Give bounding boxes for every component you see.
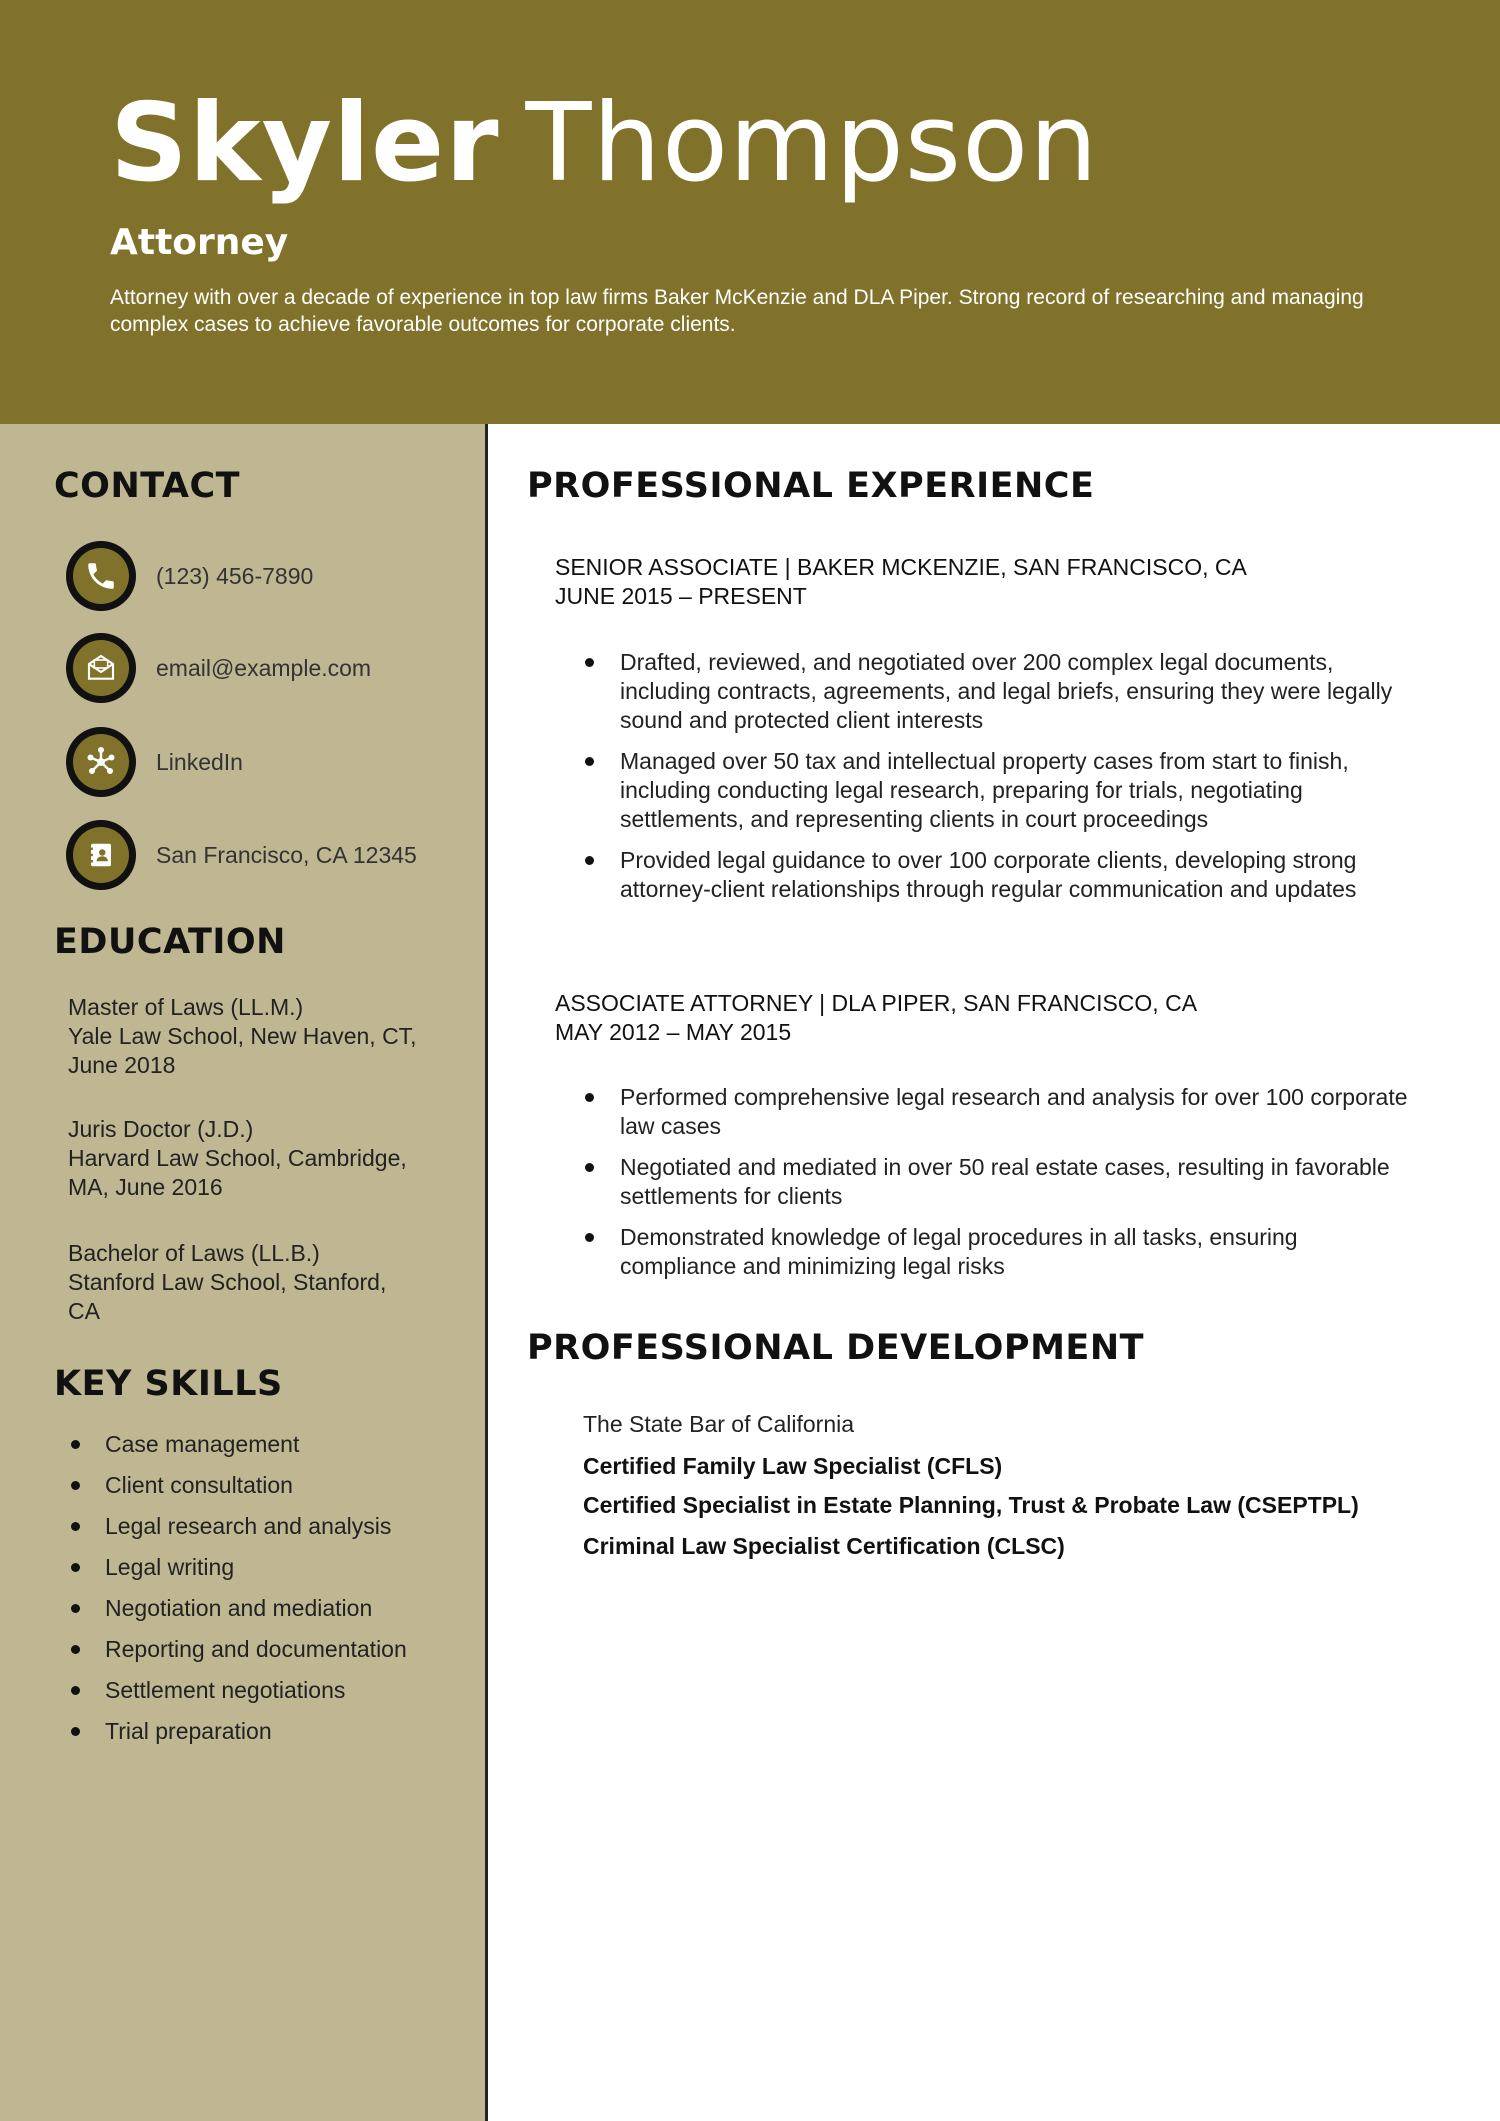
education-item <box>68 1115 468 1202</box>
email-icon <box>66 633 136 703</box>
bar-organization: The State Bar of California <box>583 1411 855 1437</box>
contact-title: CONTACT <box>54 466 241 506</box>
edu-degree: Juris Doctor (J.D.) <box>68 1116 254 1142</box>
address-icon <box>66 820 136 890</box>
header-banner <box>0 0 1500 424</box>
job-bullets <box>580 1083 1410 1293</box>
certification: Certified Specialist in Estate Planning, Trust & Probate Law (CSEPTPL) <box>583 1492 1359 1518</box>
edu-school: Harvard Law School, Cambridge, <box>68 1145 407 1171</box>
skill-item: Legal research and analysis <box>66 1512 466 1553</box>
skill-item: Trial preparation <box>66 1717 466 1758</box>
edu-degree: Bachelor of Laws (LL.B.) <box>68 1240 320 1266</box>
edu-school: Stanford Law School, Stanford, <box>68 1269 387 1295</box>
skills-list <box>66 1430 466 1758</box>
skill-item: Client consultation <box>66 1471 466 1512</box>
skill-item: Reporting and documentation <box>66 1635 466 1676</box>
job-bullet: Negotiated and mediated in over 50 real estate cases, resulting in favorable settlements for clients <box>580 1153 1410 1211</box>
bullet-dot <box>585 757 594 766</box>
skill-item: Negotiation and mediation <box>66 1594 466 1635</box>
summary: Attorney with over a decade of experience in top law firms Baker McKenzie and DLA Piper. Strong record of researching and managing complex cases to achieve favorable outcomes for corporate clients. <box>110 286 1364 336</box>
experience-title: PROFESSIONAL EXPERIENCE <box>527 466 1095 506</box>
phone-icon <box>66 541 136 611</box>
contact-phone <box>66 541 466 611</box>
bullet-dot <box>71 1440 80 1449</box>
job-bullets <box>580 648 1410 916</box>
job-bullet: Drafted, reviewed, and negotiated over 200 complex legal documents, including contracts, agreements, and legal briefs, ensuring they were legally sound and protected client interests <box>580 648 1410 735</box>
job-header <box>555 553 1455 611</box>
candidate-name <box>110 82 1099 206</box>
certification: Criminal Law Specialist Certification (CLSC) <box>583 1533 1065 1559</box>
bullet-dot <box>71 1563 80 1572</box>
bullet-dot <box>585 856 594 865</box>
education-item <box>68 1239 468 1326</box>
bullet-dot <box>585 658 594 667</box>
edu-school: Yale Law School, New Haven, CT, <box>68 1023 417 1049</box>
skill-item: Case management <box>66 1430 466 1471</box>
job-role: ASSOCIATE ATTORNEY | DLA PIPER, SAN FRANCISCO, CA <box>555 990 1198 1016</box>
edu-degree: Master of Laws (LL.M.) <box>68 994 304 1020</box>
edu-date: CA <box>68 1298 100 1324</box>
development-title: PROFESSIONAL DEVELOPMENT <box>527 1328 1144 1368</box>
skill-item: Settlement negotiations <box>66 1676 466 1717</box>
contact-linkedin <box>66 727 466 797</box>
phone-text[interactable]: (123) 456-7890 <box>156 562 314 589</box>
edu-date: June 2018 <box>68 1052 176 1078</box>
bullet-dot <box>585 1093 594 1102</box>
bullet-dot <box>71 1604 80 1613</box>
contact-email <box>66 633 466 703</box>
job-bullet: Managed over 50 tax and intellectual property cases from start to finish, including conducting legal research, preparing for trials, negotiating settlements, and representing clients in court proceedings <box>580 747 1410 834</box>
job-role: SENIOR ASSOCIATE | BAKER MCKENZIE, SAN FRANCISCO, CA <box>555 554 1247 580</box>
bullet-dot <box>585 1233 594 1242</box>
bullet-dot <box>71 1481 80 1490</box>
skills-title: KEY SKILLS <box>54 1364 283 1404</box>
bullet-dot <box>71 1727 80 1736</box>
skill-item: Legal writing <box>66 1553 466 1594</box>
first-name: Skyler <box>110 81 500 206</box>
education-title: EDUCATION <box>54 922 286 962</box>
job-dates: JUNE 2015 – PRESENT <box>555 583 807 609</box>
bullet-dot <box>71 1686 80 1695</box>
contact-address <box>66 820 466 890</box>
job-bullet: Demonstrated knowledge of legal procedures in all tasks, ensuring compliance and minimizing legal risks <box>580 1223 1410 1281</box>
email-text[interactable]: email@example.com <box>156 654 372 681</box>
job-header <box>555 989 1455 1047</box>
linkedin-icon <box>66 727 136 797</box>
certification: Certified Family Law Specialist (CFLS) <box>583 1453 1003 1479</box>
education-item <box>68 993 468 1080</box>
bullet-dot <box>71 1645 80 1654</box>
address-text: San Francisco, CA 12345 <box>156 841 417 868</box>
job-title: Attorney <box>110 222 289 263</box>
bullet-dot <box>71 1522 80 1531</box>
edu-date: MA, June 2016 <box>68 1174 223 1200</box>
linkedin-text[interactable]: LinkedIn <box>156 748 243 775</box>
job-dates: MAY 2012 – MAY 2015 <box>555 1019 792 1045</box>
job-bullet: Provided legal guidance to over 100 corporate clients, developing strong attorney-client relationships through regular communication and updates <box>580 846 1410 904</box>
bullet-dot <box>585 1163 594 1172</box>
last-name: Thompson <box>525 81 1099 206</box>
job-bullet: Performed comprehensive legal research and analysis for over 100 corporate law cases <box>580 1083 1410 1141</box>
